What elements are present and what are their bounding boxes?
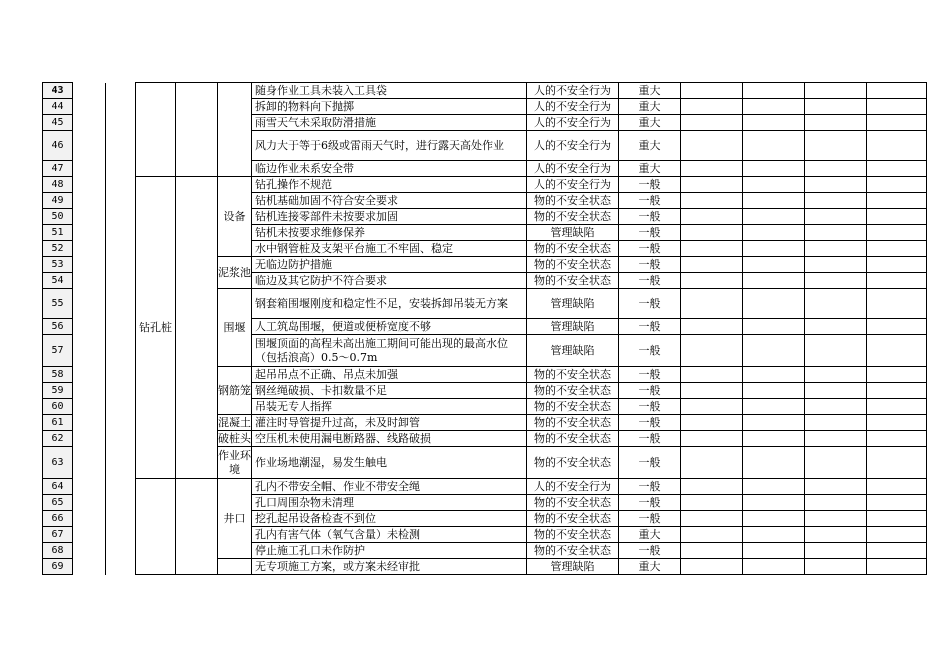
row-number: 63	[43, 447, 73, 479]
hazard-level: 重大	[619, 559, 681, 575]
blank-cell	[805, 415, 867, 431]
subcategory-pile-head: 破桩头	[218, 431, 251, 445]
blank-cell	[743, 161, 805, 177]
hazard-description: 人工筑岛围堰，便道或便桥宽度不够	[252, 319, 527, 335]
row-number: 66	[43, 511, 73, 527]
hazard-description: 孔内有害气体（氧气含量）未检测	[252, 527, 527, 543]
hazard-type: 管理缺陷	[527, 559, 619, 575]
hazard-type: 人的不安全行为	[527, 177, 619, 193]
blank-cell	[743, 383, 805, 399]
hazard-description: 灌注时导管提升过高，未及时卸管	[252, 415, 527, 431]
hazard-level: 一般	[619, 335, 681, 367]
blank-cell	[681, 495, 743, 511]
blank-cell	[743, 447, 805, 479]
blank-cell	[867, 495, 927, 511]
row-number: 44	[43, 99, 73, 115]
blank-cell	[867, 543, 927, 559]
blank-cell	[743, 289, 805, 319]
blank-cell	[805, 99, 867, 115]
hazard-type: 物的不安全状态	[527, 399, 619, 415]
hazard-level: 一般	[619, 511, 681, 527]
hazard-type: 物的不安全状态	[527, 431, 619, 447]
hazard-level: 一般	[619, 447, 681, 479]
row-number: 61	[43, 415, 73, 431]
row-number: 69	[43, 559, 73, 575]
hazard-description: 挖孔起吊设备检查不到位	[252, 511, 527, 527]
blank-cell	[867, 193, 927, 209]
blank-cell	[805, 177, 867, 193]
hazard-type: 人的不安全行为	[527, 99, 619, 115]
hazard-type: 物的不安全状态	[527, 257, 619, 273]
blank-cell	[681, 131, 743, 161]
blank-cell	[743, 511, 805, 527]
blank-cell	[805, 209, 867, 225]
blank-cell	[743, 193, 805, 209]
hazard-description: 雨雪天气未采取防滑措施	[252, 115, 527, 131]
row-number: 43	[43, 83, 73, 99]
row-number: 65	[43, 495, 73, 511]
blank-cell	[805, 447, 867, 479]
blank-cell	[681, 479, 743, 495]
blank-cell	[867, 273, 927, 289]
row-number: 55	[43, 289, 73, 319]
hazard-type: 人的不安全行为	[527, 131, 619, 161]
blank-cell	[805, 289, 867, 319]
blank-cell	[681, 431, 743, 447]
blank-cell	[681, 559, 743, 575]
blank-cell	[106, 83, 136, 575]
row-number: 53	[43, 257, 73, 273]
hazard-description: 临边及其它防护不符合要求	[252, 273, 527, 289]
hazard-level: 一般	[619, 257, 681, 273]
blank-cell	[681, 193, 743, 209]
hazard-type: 人的不安全行为	[527, 115, 619, 131]
blank-cell	[743, 543, 805, 559]
blank-cell	[867, 479, 927, 495]
blank-cell	[743, 559, 805, 575]
blank-cell	[743, 225, 805, 241]
blank-cell	[743, 177, 805, 193]
blank-cell	[176, 177, 218, 479]
row-number: 57	[43, 335, 73, 367]
hazard-type: 物的不安全状态	[527, 543, 619, 559]
hazard-level: 一般	[619, 431, 681, 447]
hazard-type: 物的不安全状态	[527, 447, 619, 479]
blank-cell	[681, 273, 743, 289]
hazard-level: 重大	[619, 527, 681, 543]
blank-cell	[743, 367, 805, 383]
hazard-level: 一般	[619, 319, 681, 335]
hazard-type: 管理缺陷	[527, 225, 619, 241]
hazard-table	[42, 82, 927, 575]
hazard-description: 无专项施工方案，或方案未经审批	[252, 559, 527, 575]
hazard-level: 一般	[619, 543, 681, 559]
blank-cell	[681, 399, 743, 415]
blank-cell	[867, 511, 927, 527]
blank-cell	[867, 209, 927, 225]
hazard-level: 一般	[619, 415, 681, 431]
table-row	[43, 479, 927, 495]
blank-cell	[805, 543, 867, 559]
blank-cell	[805, 83, 867, 99]
hazard-level: 重大	[619, 115, 681, 131]
blank-cell	[681, 209, 743, 225]
category-drilled-pile: 钻孔桩	[136, 177, 176, 479]
hazard-level: 重大	[619, 99, 681, 115]
subcategory-well-mouth: 井口	[218, 479, 252, 559]
blank-cell	[743, 495, 805, 511]
blank-cell	[867, 335, 927, 367]
blank-cell	[805, 495, 867, 511]
blank-cell	[681, 543, 743, 559]
blank-cell	[681, 335, 743, 367]
row-number: 50	[43, 209, 73, 225]
category-cell	[136, 83, 176, 177]
hazard-description: 钻机连接零部件未按要求加固	[252, 209, 527, 225]
hazard-type: 物的不安全状态	[527, 527, 619, 543]
hazard-description: 无临边防护措施	[252, 257, 527, 273]
blank-cell	[805, 399, 867, 415]
row-number: 46	[43, 131, 73, 161]
blank-cell	[805, 335, 867, 367]
blank-cell	[867, 431, 927, 447]
blank-cell	[867, 559, 927, 575]
hazard-type: 物的不安全状态	[527, 495, 619, 511]
blank-cell	[805, 161, 867, 177]
blank-cell	[743, 99, 805, 115]
hazard-description: 水中钢管桩及支架平台施工不牢固、稳定	[252, 241, 527, 257]
blank-cell	[681, 241, 743, 257]
hazard-type: 人的不安全行为	[527, 83, 619, 99]
hazard-type: 管理缺陷	[527, 289, 619, 319]
hazard-level: 一般	[619, 193, 681, 209]
blank-cell	[805, 131, 867, 161]
hazard-description: 钻机基础加固不符合安全要求	[252, 193, 527, 209]
hazard-description: 空压机未使用漏电断路器、线路破损	[252, 431, 527, 447]
hazard-type: 物的不安全状态	[527, 209, 619, 225]
hazard-level: 一般	[619, 399, 681, 415]
blank-cell	[743, 335, 805, 367]
blank-cell	[681, 115, 743, 131]
category-cell	[136, 479, 176, 575]
blank-cell	[743, 273, 805, 289]
blank-cell	[805, 115, 867, 131]
subcategory-mud-pit: 泥浆池	[218, 257, 252, 289]
hazard-type: 物的不安全状态	[527, 367, 619, 383]
blank-cell	[867, 83, 927, 99]
hazard-type: 物的不安全状态	[527, 241, 619, 257]
hazard-type: 物的不安全状态	[527, 511, 619, 527]
blank-cell	[867, 99, 927, 115]
hazard-level: 一般	[619, 209, 681, 225]
blank-cell	[743, 131, 805, 161]
blank-cell	[681, 319, 743, 335]
hazard-type: 人的不安全行为	[527, 479, 619, 495]
blank-cell	[805, 193, 867, 209]
blank-cell	[681, 447, 743, 479]
hazard-description: 拆卸的物料向下抛掷	[252, 99, 527, 115]
row-number: 64	[43, 479, 73, 495]
blank-cell	[867, 225, 927, 241]
blank-cell	[867, 257, 927, 273]
blank-cell	[681, 415, 743, 431]
hazard-description: 作业场地潮湿，易发生触电	[252, 447, 527, 479]
row-number: 62	[43, 431, 73, 447]
blank-cell	[805, 383, 867, 399]
hazard-description: 孔内不带安全帽、作业不带安全绳	[252, 479, 527, 495]
blank-cell	[805, 527, 867, 543]
row-number: 49	[43, 193, 73, 209]
hazard-description: 孔口周围杂物未清理	[252, 495, 527, 511]
blank-cell	[805, 559, 867, 575]
hazard-level: 一般	[619, 241, 681, 257]
blank-cell	[743, 241, 805, 257]
subcategory-work-environment: 作业环境	[218, 447, 252, 479]
blank-cell	[867, 115, 927, 131]
blank-cell	[867, 289, 927, 319]
hazard-level: 一般	[619, 383, 681, 399]
subcategory-cell	[176, 83, 218, 177]
hazard-description: 钢套箱围堰刚度和稳定性不足，安装拆卸吊装无方案	[252, 289, 527, 319]
hazard-description: 随身作业工具未装入工具袋	[252, 83, 527, 99]
blank-cell	[805, 319, 867, 335]
row-number: 51	[43, 225, 73, 241]
blank-cell	[867, 415, 927, 431]
hazard-type: 人的不安全行为	[527, 161, 619, 177]
blank-cell	[805, 273, 867, 289]
hazard-level: 一般	[619, 273, 681, 289]
hazard-description: 临边作业未系安全带	[252, 161, 527, 177]
hazard-level: 一般	[619, 479, 681, 495]
hazard-description: 钻孔操作不规范	[252, 177, 527, 193]
blank-cell	[805, 431, 867, 447]
blank-cell	[743, 479, 805, 495]
blank-cell	[73, 83, 106, 575]
row-number: 52	[43, 241, 73, 257]
hazard-type: 物的不安全状态	[527, 383, 619, 399]
blank-cell	[681, 83, 743, 99]
blank-cell	[743, 415, 805, 431]
row-number: 54	[43, 273, 73, 289]
hazard-type: 物的不安全状态	[527, 415, 619, 431]
row-number: 60	[43, 399, 73, 415]
blank-cell	[681, 367, 743, 383]
blank-cell	[681, 225, 743, 241]
blank-cell	[867, 367, 927, 383]
row-number: 56	[43, 319, 73, 335]
row-number: 45	[43, 115, 73, 131]
blank-cell	[805, 241, 867, 257]
blank-cell	[867, 319, 927, 335]
blank-cell	[681, 99, 743, 115]
hazard-description: 风力大于等于6级或雷雨天气时，进行露天高处作业	[252, 131, 527, 161]
row-number: 47	[43, 161, 73, 177]
blank-cell	[681, 527, 743, 543]
blank-cell	[681, 177, 743, 193]
row-number: 67	[43, 527, 73, 543]
blank-cell	[743, 257, 805, 273]
blank-cell	[681, 383, 743, 399]
subcategory-equipment: 设备	[218, 177, 252, 257]
blank-cell	[867, 177, 927, 193]
hazard-level: 一般	[619, 225, 681, 241]
table-row	[43, 177, 927, 193]
row-number: 68	[43, 543, 73, 559]
hazard-description: 围堰顶面的高程未高出施工期间可能出现的最高水位（包括浪高）0.5～0.7m	[252, 335, 527, 367]
blank-cell	[867, 527, 927, 543]
hazard-level: 重大	[619, 131, 681, 161]
hazard-level: 一般	[619, 289, 681, 319]
blank-cell	[176, 479, 218, 575]
row-number: 59	[43, 383, 73, 399]
hazard-type: 管理缺陷	[527, 319, 619, 335]
blank-cell	[743, 319, 805, 335]
blank-cell	[867, 241, 927, 257]
hazard-description: 钢丝绳破损、卡扣数量不足	[252, 383, 527, 399]
blank-cell	[805, 257, 867, 273]
blank-cell	[743, 431, 805, 447]
hazard-description: 停止施工孔口未作防护	[252, 543, 527, 559]
blank-cell	[218, 83, 252, 177]
hazard-level: 一般	[619, 367, 681, 383]
blank-cell	[743, 527, 805, 543]
hazard-description: 起吊吊点不正确、吊点未加强	[252, 367, 527, 383]
blank-cell	[805, 479, 867, 495]
hazard-type: 管理缺陷	[527, 335, 619, 367]
hazard-level: 一般	[619, 495, 681, 511]
subcategory-cofferdam: 围堰	[218, 289, 252, 367]
blank-cell	[805, 367, 867, 383]
hazard-level: 一般	[619, 177, 681, 193]
blank-cell	[867, 161, 927, 177]
hazard-description: 吊装无专人指挥	[252, 399, 527, 415]
hazard-level: 重大	[619, 161, 681, 177]
hazard-level: 重大	[619, 83, 681, 99]
blank-cell	[681, 511, 743, 527]
blank-cell	[805, 225, 867, 241]
subcategory-concrete: 混凝土	[218, 415, 251, 429]
blank-cell	[867, 447, 927, 479]
blank-cell	[743, 399, 805, 415]
table-row	[43, 83, 927, 99]
subcategory-rebar-cage: 钢筋笼	[218, 367, 252, 415]
blank-cell	[681, 289, 743, 319]
blank-cell	[743, 83, 805, 99]
row-number: 48	[43, 177, 73, 193]
blank-cell	[743, 209, 805, 225]
hazard-type: 物的不安全状态	[527, 193, 619, 209]
blank-cell	[681, 161, 743, 177]
subcategory-cell	[218, 559, 252, 575]
hazard-type: 物的不安全状态	[527, 273, 619, 289]
blank-cell	[867, 383, 927, 399]
row-number: 58	[43, 367, 73, 383]
blank-cell	[805, 511, 867, 527]
blank-cell	[681, 257, 743, 273]
hazard-description: 钻机未按要求维修保养	[252, 225, 527, 241]
blank-cell	[867, 131, 927, 161]
blank-cell	[867, 399, 927, 415]
blank-cell	[743, 115, 805, 131]
